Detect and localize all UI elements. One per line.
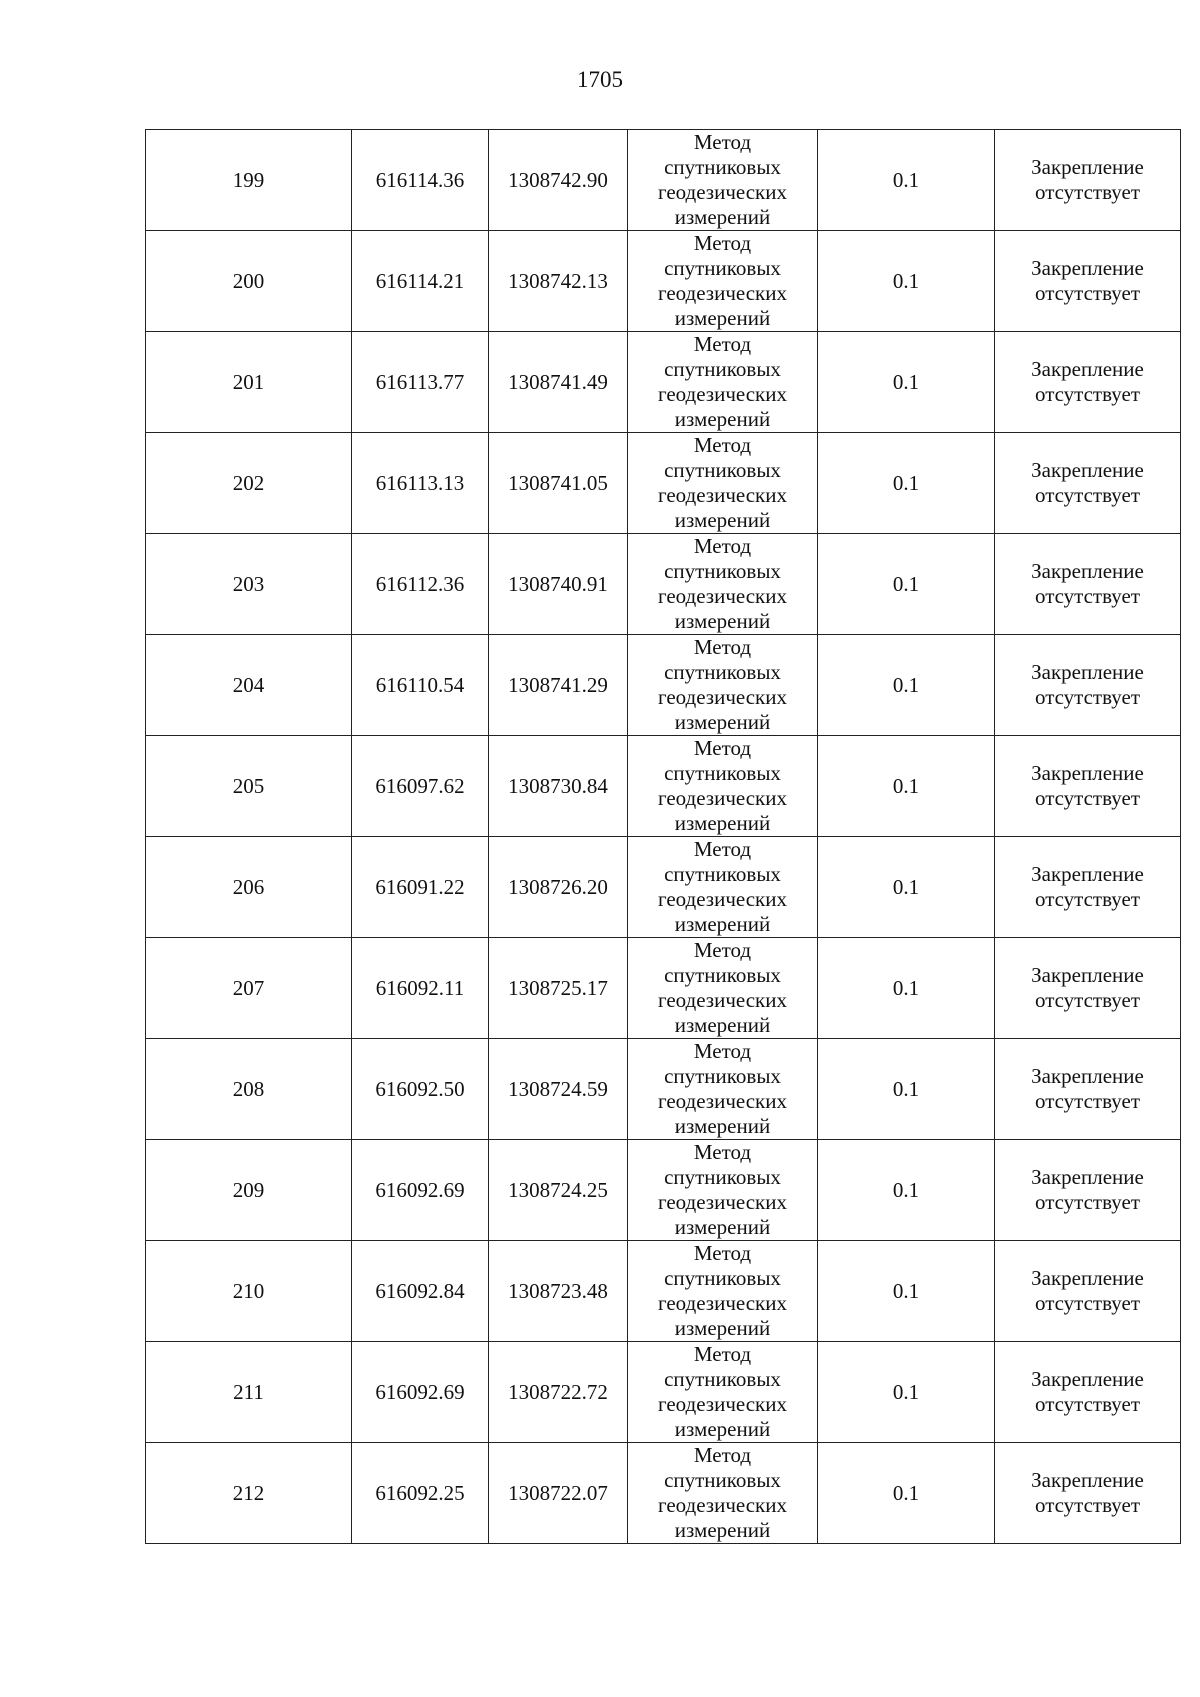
fixing-cell [995,231,1181,332]
method-line: спутниковых [664,155,781,179]
method-cell [628,1241,818,1342]
accuracy-cell: 0.1 [818,635,995,736]
x-coordinate-cell: 616114.36 [352,130,489,231]
fixing-line: Закрепление [1031,660,1144,684]
accuracy-cell: 0.1 [818,332,995,433]
method-line: измерений [674,1518,771,1542]
method-line: геодезических [657,1190,787,1214]
x-coordinate-cell: 616092.69 [352,1342,489,1443]
method-cell [628,1140,818,1241]
fixing-cell [995,534,1181,635]
method-line: измерений [674,710,771,734]
fixing-line: Закрепление [1031,1266,1144,1290]
y-coordinate-cell: 1308726.20 [489,837,628,938]
fixing-line: отсутствует [1034,281,1141,305]
fixing-cell [995,433,1181,534]
method-cell [628,1342,818,1443]
fixing-line: Закрепление [1031,458,1144,482]
method-line: спутниковых [664,963,781,987]
fixing-cell [995,1241,1181,1342]
method-line: спутниковых [664,1266,781,1290]
method-line: измерений [674,407,771,431]
method-line: геодезических [657,1089,787,1113]
method-line: спутниковых [664,1468,781,1492]
fixing-line: отсутствует [1034,180,1141,204]
fixing-line: отсутствует [1034,584,1141,608]
accuracy-cell: 0.1 [818,130,995,231]
method-line: спутниковых [664,660,781,684]
fixing-cell [995,332,1181,433]
method-line: измерений [674,1316,771,1340]
method-cell [628,332,818,433]
method-line: геодезических [657,685,787,709]
fixing-line: Закрепление [1031,862,1144,886]
x-coordinate-cell: 616092.84 [352,1241,489,1342]
table-row [146,130,1181,231]
page-number: 1705 [577,67,623,92]
method-line: Метод [693,130,752,154]
table-row [146,231,1181,332]
fixing-cell [995,1342,1181,1443]
accuracy-cell: 0.1 [818,938,995,1039]
fixing-line: отсутствует [1034,786,1141,810]
method-line: геодезических [657,1493,787,1517]
method-cell [628,938,818,1039]
method-line: Метод [693,332,752,356]
point-number-cell: 207 [146,938,352,1039]
method-line: спутниковых [664,458,781,482]
fixing-line: Закрепление [1031,155,1144,179]
table-row [146,635,1181,736]
method-line: спутниковых [664,559,781,583]
method-line: измерений [674,1417,771,1441]
method-line: измерений [674,508,771,532]
table-row [146,938,1181,1039]
point-number-cell: 208 [146,1039,352,1140]
x-coordinate-cell: 616112.36 [352,534,489,635]
method-line: геодезических [657,180,787,204]
point-number-cell: 211 [146,1342,352,1443]
fixing-cell [995,130,1181,231]
fixing-line: отсутствует [1034,483,1141,507]
table-row [146,1140,1181,1241]
fixing-line: отсутствует [1034,988,1141,1012]
method-line: Метод [693,635,752,659]
fixing-line: Закрепление [1031,256,1144,280]
fixing-line: отсутствует [1034,1493,1141,1517]
y-coordinate-cell: 1308740.91 [489,534,628,635]
fixing-line: Закрепление [1031,761,1144,785]
method-line: спутниковых [664,1064,781,1088]
y-coordinate-cell: 1308723.48 [489,1241,628,1342]
table-row [146,1342,1181,1443]
method-line: спутниковых [664,761,781,785]
fixing-line: Закрепление [1031,357,1144,381]
method-line: измерений [674,306,771,330]
method-cell [628,534,818,635]
accuracy-cell: 0.1 [818,837,995,938]
method-line: Метод [693,1443,752,1467]
fixing-line: Закрепление [1031,1165,1144,1189]
fixing-cell [995,736,1181,837]
point-number-cell: 203 [146,534,352,635]
y-coordinate-cell: 1308722.72 [489,1342,628,1443]
method-line: Метод [693,1140,752,1164]
point-number-cell: 210 [146,1241,352,1342]
accuracy-cell: 0.1 [818,1241,995,1342]
fixing-cell [995,1443,1181,1544]
y-coordinate-cell: 1308741.29 [489,635,628,736]
accuracy-cell: 0.1 [818,433,995,534]
y-coordinate-cell: 1308722.07 [489,1443,628,1544]
method-cell [628,130,818,231]
point-number-cell: 202 [146,433,352,534]
method-line: спутниковых [664,1165,781,1189]
fixing-cell [995,837,1181,938]
fixing-cell [995,635,1181,736]
method-line: спутниковых [664,1367,781,1391]
fixing-line: Закрепление [1031,1367,1144,1391]
x-coordinate-cell: 616092.69 [352,1140,489,1241]
method-line: спутниковых [664,256,781,280]
point-number-cell: 199 [146,130,352,231]
y-coordinate-cell: 1308724.59 [489,1039,628,1140]
fixing-line: Закрепление [1031,559,1144,583]
method-cell [628,1443,818,1544]
fixing-line: отсутствует [1034,887,1141,911]
point-number-cell: 204 [146,635,352,736]
x-coordinate-cell: 616113.77 [352,332,489,433]
y-coordinate-cell: 1308742.13 [489,231,628,332]
x-coordinate-cell: 616110.54 [352,635,489,736]
x-coordinate-cell: 616114.21 [352,231,489,332]
point-number-cell: 200 [146,231,352,332]
y-coordinate-cell: 1308741.05 [489,433,628,534]
method-line: Метод [693,1241,752,1265]
method-line: измерений [674,205,771,229]
method-cell [628,736,818,837]
method-line: Метод [693,433,752,457]
method-line: спутниковых [664,862,781,886]
method-line: измерений [674,1013,771,1037]
method-line: измерений [674,1215,771,1239]
table-row [146,433,1181,534]
fixing-cell [995,1039,1181,1140]
x-coordinate-cell: 616097.62 [352,736,489,837]
fixing-line: отсутствует [1034,1392,1141,1416]
fixing-line: отсутствует [1034,1089,1141,1113]
fixing-line: отсутствует [1034,685,1141,709]
method-line: Метод [693,534,752,558]
method-line: Метод [693,231,752,255]
method-line: геодезических [657,281,787,305]
fixing-line: Закрепление [1031,1064,1144,1088]
method-cell [628,231,818,332]
accuracy-cell: 0.1 [818,1039,995,1140]
method-line: измерений [674,912,771,936]
coordinates-table [145,129,1181,1544]
method-line: Метод [693,1342,752,1366]
table-row [146,1241,1181,1342]
method-line: геодезических [657,1291,787,1315]
y-coordinate-cell: 1308725.17 [489,938,628,1039]
accuracy-cell: 0.1 [818,231,995,332]
point-number-cell: 206 [146,837,352,938]
x-coordinate-cell: 616091.22 [352,837,489,938]
method-line: геодезических [657,382,787,406]
point-number-cell: 212 [146,1443,352,1544]
method-line: спутниковых [664,357,781,381]
fixing-line: отсутствует [1034,1190,1141,1214]
method-cell [628,837,818,938]
y-coordinate-cell: 1308730.84 [489,736,628,837]
method-cell [628,1039,818,1140]
method-line: Метод [693,938,752,962]
fixing-line: Закрепление [1031,1468,1144,1492]
method-line: геодезических [657,483,787,507]
x-coordinate-cell: 616092.25 [352,1443,489,1544]
x-coordinate-cell: 616092.11 [352,938,489,1039]
fixing-cell [995,1140,1181,1241]
method-line: геодезических [657,1392,787,1416]
fixing-cell [995,938,1181,1039]
accuracy-cell: 0.1 [818,1342,995,1443]
method-line: геодезических [657,584,787,608]
fixing-line: Закрепление [1031,963,1144,987]
accuracy-cell: 0.1 [818,534,995,635]
method-cell [628,433,818,534]
method-line: измерений [674,609,771,633]
y-coordinate-cell: 1308741.49 [489,332,628,433]
method-line: Метод [693,837,752,861]
table-row [146,1039,1181,1140]
point-number-cell: 201 [146,332,352,433]
table-row [146,332,1181,433]
y-coordinate-cell: 1308724.25 [489,1140,628,1241]
table-row [146,837,1181,938]
x-coordinate-cell: 616113.13 [352,433,489,534]
accuracy-cell: 0.1 [818,1443,995,1544]
method-line: Метод [693,1039,752,1063]
method-line: геодезических [657,988,787,1012]
method-line: измерений [674,811,771,835]
method-cell [628,635,818,736]
accuracy-cell: 0.1 [818,736,995,837]
accuracy-cell: 0.1 [818,1140,995,1241]
method-line: измерений [674,1114,771,1138]
fixing-line: отсутствует [1034,382,1141,406]
method-line: Метод [693,736,752,760]
point-number-cell: 209 [146,1140,352,1241]
table-row [146,1443,1181,1544]
y-coordinate-cell: 1308742.90 [489,130,628,231]
method-line: геодезических [657,786,787,810]
table-body [146,130,1181,1544]
x-coordinate-cell: 616092.50 [352,1039,489,1140]
method-line: геодезических [657,887,787,911]
fixing-line: отсутствует [1034,1291,1141,1315]
table-row [146,736,1181,837]
table-row [146,534,1181,635]
point-number-cell: 205 [146,736,352,837]
